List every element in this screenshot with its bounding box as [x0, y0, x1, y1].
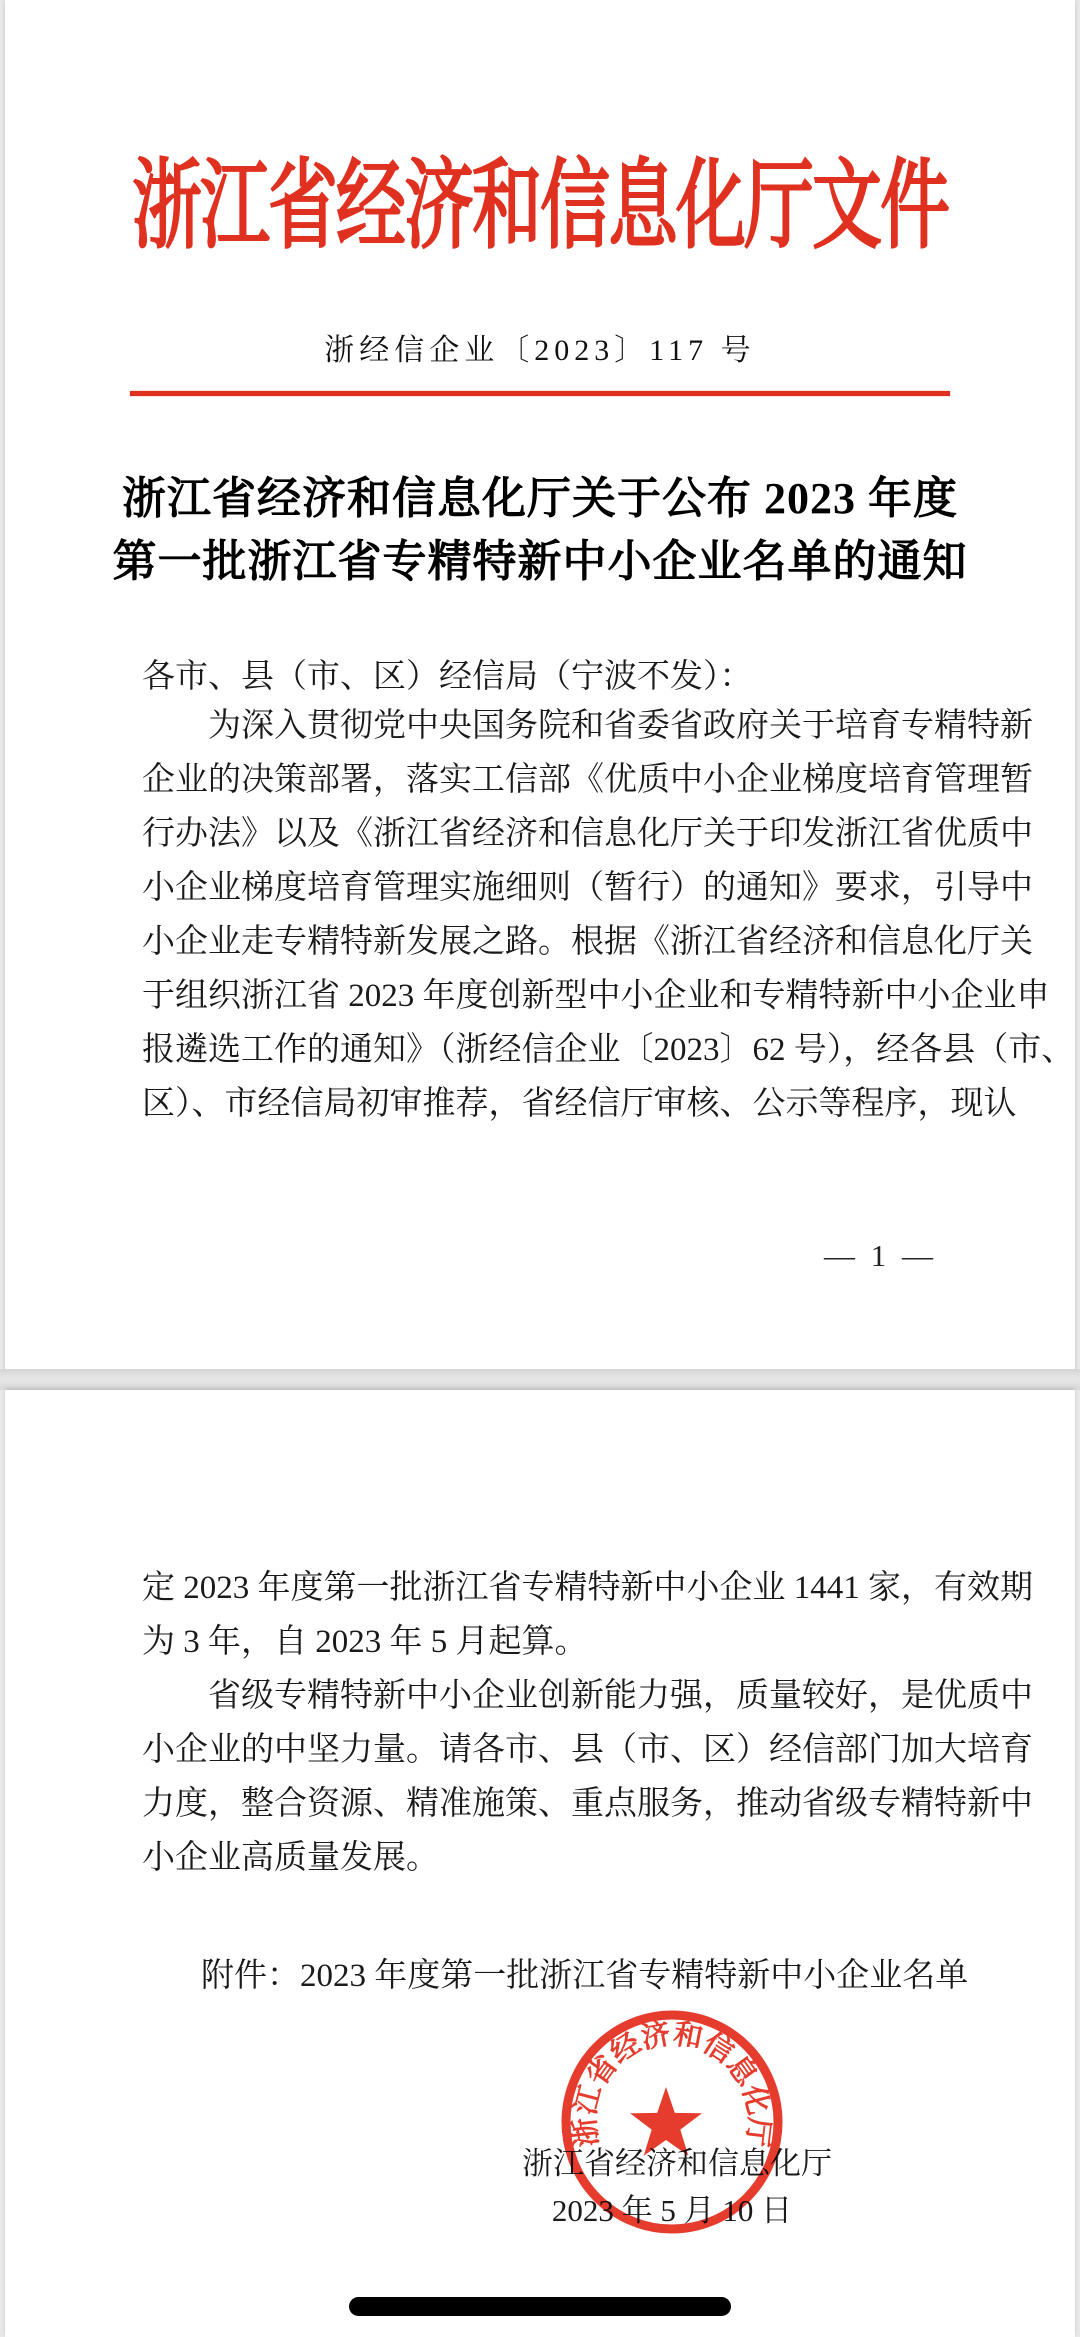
body-line: 为深入贯彻党中央国务院和省委省政府关于培育专精特新: [208, 708, 1033, 744]
body-line: 小企业走专精特新发展之路。根据《浙江省经济和信息化厅关: [142, 924, 1033, 960]
attachment-line: 附件：2023 年度第一批浙江省专精特新中小企业名单: [201, 1958, 969, 1994]
official-seal: [556, 2006, 788, 2238]
body-line: 省级专精特新中小企业创新能力强，质量较好，是优质中: [208, 1678, 1033, 1714]
body-line: 报遴选工作的通知》（浙经信企业〔2023〕62 号），经各县（市、: [142, 1032, 1075, 1068]
document-page-1: [5, 0, 1075, 1369]
body-line: 于组织浙江省 2023 年度创新型中小企业和专精特新中小企业申: [142, 978, 1050, 1014]
page-number: — 1 —: [824, 1238, 937, 1273]
seal-rim-text: 浙江省经济和信息化厅: [569, 2018, 775, 2149]
body-paragraph-2: [142, 1669, 1033, 1885]
issue-date: 2023 年 5 月 10 日: [551, 2193, 793, 2228]
recipient-line: 各市、县（市、区）经信局（宁波不发）：: [142, 659, 753, 695]
body-paragraph-1: [142, 699, 1075, 1131]
notice-title: [5, 467, 1075, 593]
seal-star-icon: [630, 2087, 702, 2156]
body-line: 力度，整合资源、精准施策、重点服务，推动省级专精特新中: [142, 1786, 1033, 1822]
body-line: 小企业梯度培育管理实施细则（暂行）的通知》要求，引导中: [142, 870, 1033, 906]
letterhead-title: 浙江省经济和信息化厅文件: [132, 153, 948, 262]
document-page-2: [5, 1390, 1075, 2337]
notice-title-line-2: 第一批浙江省专精特新中小企业名单的通知: [112, 537, 968, 586]
letterhead-divider-rule: [130, 391, 950, 396]
page-gap-divider: [0, 1369, 1080, 1390]
body-line: 定 2023 年度第一批浙江省专精特新中小企业 1441 家，有效期: [142, 1570, 1033, 1606]
notice-title-line-1: 浙江省经济和信息化厅关于公布 2023 年度: [122, 474, 958, 523]
document-number: 浙经信企业〔2023〕117 号: [324, 334, 756, 367]
body-line: 行办法》以及《浙江省经济和信息化厅关于印发浙江省优质中: [142, 816, 1033, 852]
body-line: 区）、市经信局初审推荐，省经信厅审核、公示等程序，现认: [142, 1086, 1017, 1122]
body-line: 企业的决策部署，落实工信部《优质中小企业梯度培育管理暂: [142, 762, 1033, 798]
home-indicator-bar[interactable]: [349, 2297, 731, 2316]
issuing-authority-signature: 浙江省经济和信息化厅: [522, 2146, 832, 2181]
body-line: 为 3 年，自 2023 年 5 月起算。: [142, 1624, 588, 1660]
body-line: 小企业的中坚力量。请各市、县（市、区）经信部门加大培育: [142, 1732, 1033, 1768]
body-line: 小企业高质量发展。: [142, 1840, 439, 1876]
body-paragraph-1-continued: [142, 1561, 1033, 1669]
